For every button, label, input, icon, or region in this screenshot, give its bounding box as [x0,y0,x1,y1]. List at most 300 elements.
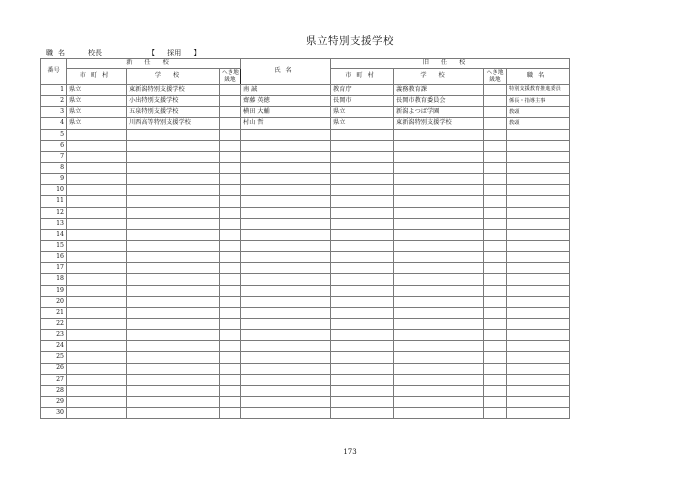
table-row [41,85,570,96]
old-remote-cell [484,151,507,162]
old-city-cell: 長岡市 [331,96,394,107]
table-row [41,151,570,162]
new-school-cell [127,408,220,419]
row-number: 14 [41,229,67,240]
table-header [41,59,570,85]
old-remote-cell [484,252,507,263]
new-city-cell [67,285,127,296]
old-post-cell [507,263,570,274]
new-city-cell [67,140,127,151]
old-remote-cell [484,374,507,385]
new-city-cell [67,174,127,185]
old-remote-cell [484,385,507,396]
old-city-cell [331,330,394,341]
header-new-remote-bottom: 級地 [224,76,236,83]
row-number: 24 [41,341,67,352]
old-post-cell [507,385,570,396]
new-school-cell [127,352,220,363]
old-remote-cell [484,341,507,352]
name-cell [241,174,331,185]
new-remote-cell [220,263,241,274]
row-number: 15 [41,240,67,251]
old-post-cell [507,296,570,307]
new-remote-cell [220,118,241,129]
new-remote-cell [220,374,241,385]
old-post-cell [507,274,570,285]
new-remote-cell [220,140,241,151]
old-city-cell [331,151,394,162]
new-school-cell [127,207,220,218]
old-city-cell [331,218,394,229]
row-number: 9 [41,174,67,185]
table-row [41,274,570,285]
header-name: 氏名 [241,59,331,85]
name-cell [241,274,331,285]
new-remote-cell [220,207,241,218]
row-number: 22 [41,318,67,329]
new-school-cell [127,341,220,352]
old-city-cell [331,374,394,385]
table-row [41,363,570,374]
new-city-cell [67,341,127,352]
row-number: 12 [41,207,67,218]
old-school-cell: 義務教育課 [394,85,484,96]
old-post-cell: 教頭 [507,107,570,118]
table-row [41,307,570,318]
new-remote-cell [220,85,241,96]
header-old-school-name: 学校 [394,69,484,85]
old-city-cell [331,352,394,363]
old-school-cell [394,263,484,274]
old-city-cell [331,263,394,274]
personnel-table [40,58,570,419]
page-number: 173 [343,448,357,456]
row-number: 10 [41,185,67,196]
old-school-cell [394,229,484,240]
name-cell [241,162,331,173]
name-cell [241,207,331,218]
new-school-cell [127,296,220,307]
old-remote-cell [484,330,507,341]
table-row [41,374,570,385]
old-remote-cell [484,196,507,207]
header-old-city: 市町村 [331,69,394,85]
table-row [41,207,570,218]
old-school-cell [394,318,484,329]
old-school-cell [394,218,484,229]
new-school-cell [127,252,220,263]
new-city-cell [67,363,127,374]
old-post-cell [507,207,570,218]
old-school-cell [394,385,484,396]
new-school-cell [127,151,220,162]
new-remote-cell [220,196,241,207]
old-city-cell [331,174,394,185]
old-city-cell [331,307,394,318]
table-row [41,96,570,107]
new-city-cell [67,162,127,173]
old-post-cell [507,174,570,185]
old-city-cell [331,129,394,140]
meta-line [40,48,580,58]
old-city-cell [331,196,394,207]
new-remote-cell [220,296,241,307]
new-school-cell: 五泉特別支援学校 [127,107,220,118]
table-body [41,85,570,419]
new-city-cell [67,385,127,396]
name-cell [241,341,331,352]
old-remote-cell [484,107,507,118]
new-city-cell [67,330,127,341]
old-post-cell: 教頭 [507,118,570,129]
new-city-cell [67,129,127,140]
table-row [41,296,570,307]
old-city-cell [331,408,394,419]
new-remote-cell [220,385,241,396]
old-school-cell [394,185,484,196]
old-city-cell [331,385,394,396]
old-post-cell [507,318,570,329]
new-city-cell [67,185,127,196]
table-row [41,218,570,229]
old-city-cell [331,274,394,285]
name-cell [241,240,331,251]
row-number: 2 [41,96,67,107]
old-school-cell [394,296,484,307]
new-school-cell [127,229,220,240]
new-city-cell [67,252,127,263]
row-number: 18 [41,274,67,285]
table-row [41,285,570,296]
new-school-cell [127,318,220,329]
old-school-cell [394,408,484,419]
new-school-cell [127,162,220,173]
old-city-cell [331,363,394,374]
new-school-cell [127,330,220,341]
new-remote-cell [220,174,241,185]
old-post-cell [507,252,570,263]
table-row [41,118,570,129]
old-remote-cell [484,396,507,407]
row-number: 30 [41,408,67,419]
new-remote-cell [220,307,241,318]
old-school-cell [394,396,484,407]
old-school-cell [394,285,484,296]
new-remote-cell [220,252,241,263]
old-school-cell [394,363,484,374]
new-city-cell [67,352,127,363]
new-city-cell: 県立 [67,85,127,96]
old-school-cell [394,274,484,285]
old-post-cell: 係長・指導主事 [507,96,570,107]
header-new-school: 新任校 [67,59,241,69]
row-number: 3 [41,107,67,118]
old-remote-cell [484,140,507,151]
new-remote-cell [220,330,241,341]
new-city-cell [67,307,127,318]
name-cell [241,396,331,407]
new-school-cell [127,396,220,407]
header-old-post: 職名 [507,69,570,85]
old-school-cell [394,307,484,318]
old-remote-cell [484,408,507,419]
old-remote-cell [484,274,507,285]
table-row [41,129,570,140]
old-school-cell: 新潟よつば学園 [394,107,484,118]
new-remote-cell [220,341,241,352]
old-post-cell [507,196,570,207]
old-post-cell [507,352,570,363]
old-remote-cell [484,85,507,96]
new-school-cell [127,363,220,374]
new-remote-cell [220,162,241,173]
new-remote-cell [220,318,241,329]
row-number: 6 [41,140,67,151]
old-post-cell [507,285,570,296]
name-cell [241,296,331,307]
old-remote-cell [484,162,507,173]
old-school-cell [394,207,484,218]
old-post-cell [507,218,570,229]
old-post-cell [507,185,570,196]
header-new-remote [220,69,241,85]
row-number: 16 [41,252,67,263]
row-number: 27 [41,374,67,385]
table-row [41,396,570,407]
new-school-cell: 川西高等特別支援学校 [127,118,220,129]
new-city-cell [67,396,127,407]
old-post-cell [507,307,570,318]
old-city-cell [331,185,394,196]
old-post-cell [507,363,570,374]
old-school-cell [394,140,484,151]
old-school-cell [394,352,484,363]
old-school-cell [394,151,484,162]
old-city-cell [331,229,394,240]
name-cell [241,129,331,140]
old-post-cell [507,240,570,251]
new-remote-cell [220,129,241,140]
old-remote-cell [484,240,507,251]
category-label: 【 採用 】 [148,49,201,57]
name-cell [241,307,331,318]
table-row [41,318,570,329]
new-remote-cell [220,363,241,374]
new-city-cell: 県立 [67,96,127,107]
old-school-cell [394,174,484,185]
row-number: 7 [41,151,67,162]
table-row [41,352,570,363]
new-school-cell: 小出特別支援学校 [127,96,220,107]
old-post-cell [507,330,570,341]
new-remote-cell [220,408,241,419]
new-city-cell [67,207,127,218]
old-remote-cell [484,185,507,196]
old-post-cell [507,396,570,407]
table-row [41,341,570,352]
old-city-cell: 教育庁 [331,85,394,96]
old-remote-cell [484,218,507,229]
new-remote-cell [220,396,241,407]
old-remote-cell [484,118,507,129]
new-city-cell [67,151,127,162]
name-cell [241,352,331,363]
new-school-cell [127,374,220,385]
row-number: 19 [41,285,67,296]
name-cell [241,285,331,296]
new-school-cell [127,274,220,285]
new-remote-cell [220,96,241,107]
old-remote-cell [484,207,507,218]
table-row [41,330,570,341]
new-school-cell [127,385,220,396]
new-remote-cell [220,107,241,118]
old-remote-cell [484,307,507,318]
row-number: 1 [41,85,67,96]
new-city-cell [67,318,127,329]
old-post-cell [507,140,570,151]
table-row [41,185,570,196]
row-number: 17 [41,263,67,274]
header-old-remote-bottom: 級地 [489,76,501,83]
row-number: 4 [41,118,67,129]
old-city-cell [331,240,394,251]
new-remote-cell [220,274,241,285]
new-school-cell [127,185,220,196]
old-city-cell [331,341,394,352]
header-new-school-name: 学校 [127,69,220,85]
old-city-cell [331,207,394,218]
old-city-cell [331,396,394,407]
old-post-cell [507,374,570,385]
table-row [41,240,570,251]
old-school-cell [394,129,484,140]
new-city-cell [67,374,127,385]
old-remote-cell [484,296,507,307]
old-school-cell [394,196,484,207]
name-cell [241,252,331,263]
new-remote-cell [220,185,241,196]
old-remote-cell [484,263,507,274]
old-remote-cell [484,174,507,185]
row-number: 21 [41,307,67,318]
old-city-cell [331,140,394,151]
old-post-cell [507,229,570,240]
old-school-cell [394,240,484,251]
row-number: 5 [41,129,67,140]
old-school-cell [394,374,484,385]
new-school-cell [127,129,220,140]
new-school-cell [127,174,220,185]
table-row [41,162,570,173]
header-old-remote [484,69,507,85]
old-city-cell [331,162,394,173]
new-remote-cell [220,352,241,363]
table-row [41,174,570,185]
old-city-cell: 県立 [331,118,394,129]
row-number: 11 [41,196,67,207]
table-row [41,263,570,274]
new-school-cell [127,218,220,229]
old-city-cell [331,296,394,307]
new-school-cell [127,140,220,151]
new-city-cell: 県立 [67,118,127,129]
old-post-cell [507,129,570,140]
old-city-cell [331,318,394,329]
old-post-cell [507,162,570,173]
row-number: 25 [41,352,67,363]
old-school-cell [394,252,484,263]
name-cell: 横田 大輔 [241,107,331,118]
name-cell [241,408,331,419]
old-school-cell: 東新潟特別支援学校 [394,118,484,129]
rank-label: 職名 [46,49,70,57]
new-remote-cell [220,151,241,162]
new-remote-cell [220,229,241,240]
row-number: 26 [41,363,67,374]
name-cell [241,196,331,207]
new-school-cell [127,307,220,318]
old-remote-cell [484,318,507,329]
old-remote-cell [484,363,507,374]
old-remote-cell [484,352,507,363]
new-city-cell [67,196,127,207]
table-row [41,385,570,396]
new-city-cell: 県立 [67,107,127,118]
new-remote-cell [220,218,241,229]
name-cell [241,385,331,396]
name-cell [241,151,331,162]
name-cell [241,263,331,274]
name-cell [241,229,331,240]
new-remote-cell [220,285,241,296]
row-number: 20 [41,296,67,307]
name-cell [241,185,331,196]
old-post-cell: 特別支援教育推進委員 [507,85,570,96]
new-city-cell [67,240,127,251]
table-row [41,140,570,151]
old-school-cell [394,330,484,341]
row-number: 29 [41,396,67,407]
header-old-remote-top: へき地 [486,70,504,77]
old-remote-cell [484,285,507,296]
new-school-cell [127,263,220,274]
old-school-cell: 長岡市教育委員会 [394,96,484,107]
table-row [41,408,570,419]
new-city-cell [67,218,127,229]
old-post-cell [507,151,570,162]
table-row [41,107,570,118]
header-number: 番号 [41,59,67,85]
old-remote-cell [484,129,507,140]
row-number: 28 [41,385,67,396]
new-school-cell [127,196,220,207]
rank-value: 校長 [88,49,102,57]
row-number: 8 [41,162,67,173]
new-city-cell [67,229,127,240]
old-school-cell [394,341,484,352]
old-school-cell [394,162,484,173]
name-cell: 齋藤 英徳 [241,96,331,107]
header-old-school: 旧任校 [331,59,570,69]
name-cell: 南 誠 [241,85,331,96]
new-remote-cell [220,240,241,251]
name-cell [241,363,331,374]
old-city-cell: 県立 [331,107,394,118]
row-number: 13 [41,218,67,229]
name-cell [241,218,331,229]
new-school-cell [127,240,220,251]
